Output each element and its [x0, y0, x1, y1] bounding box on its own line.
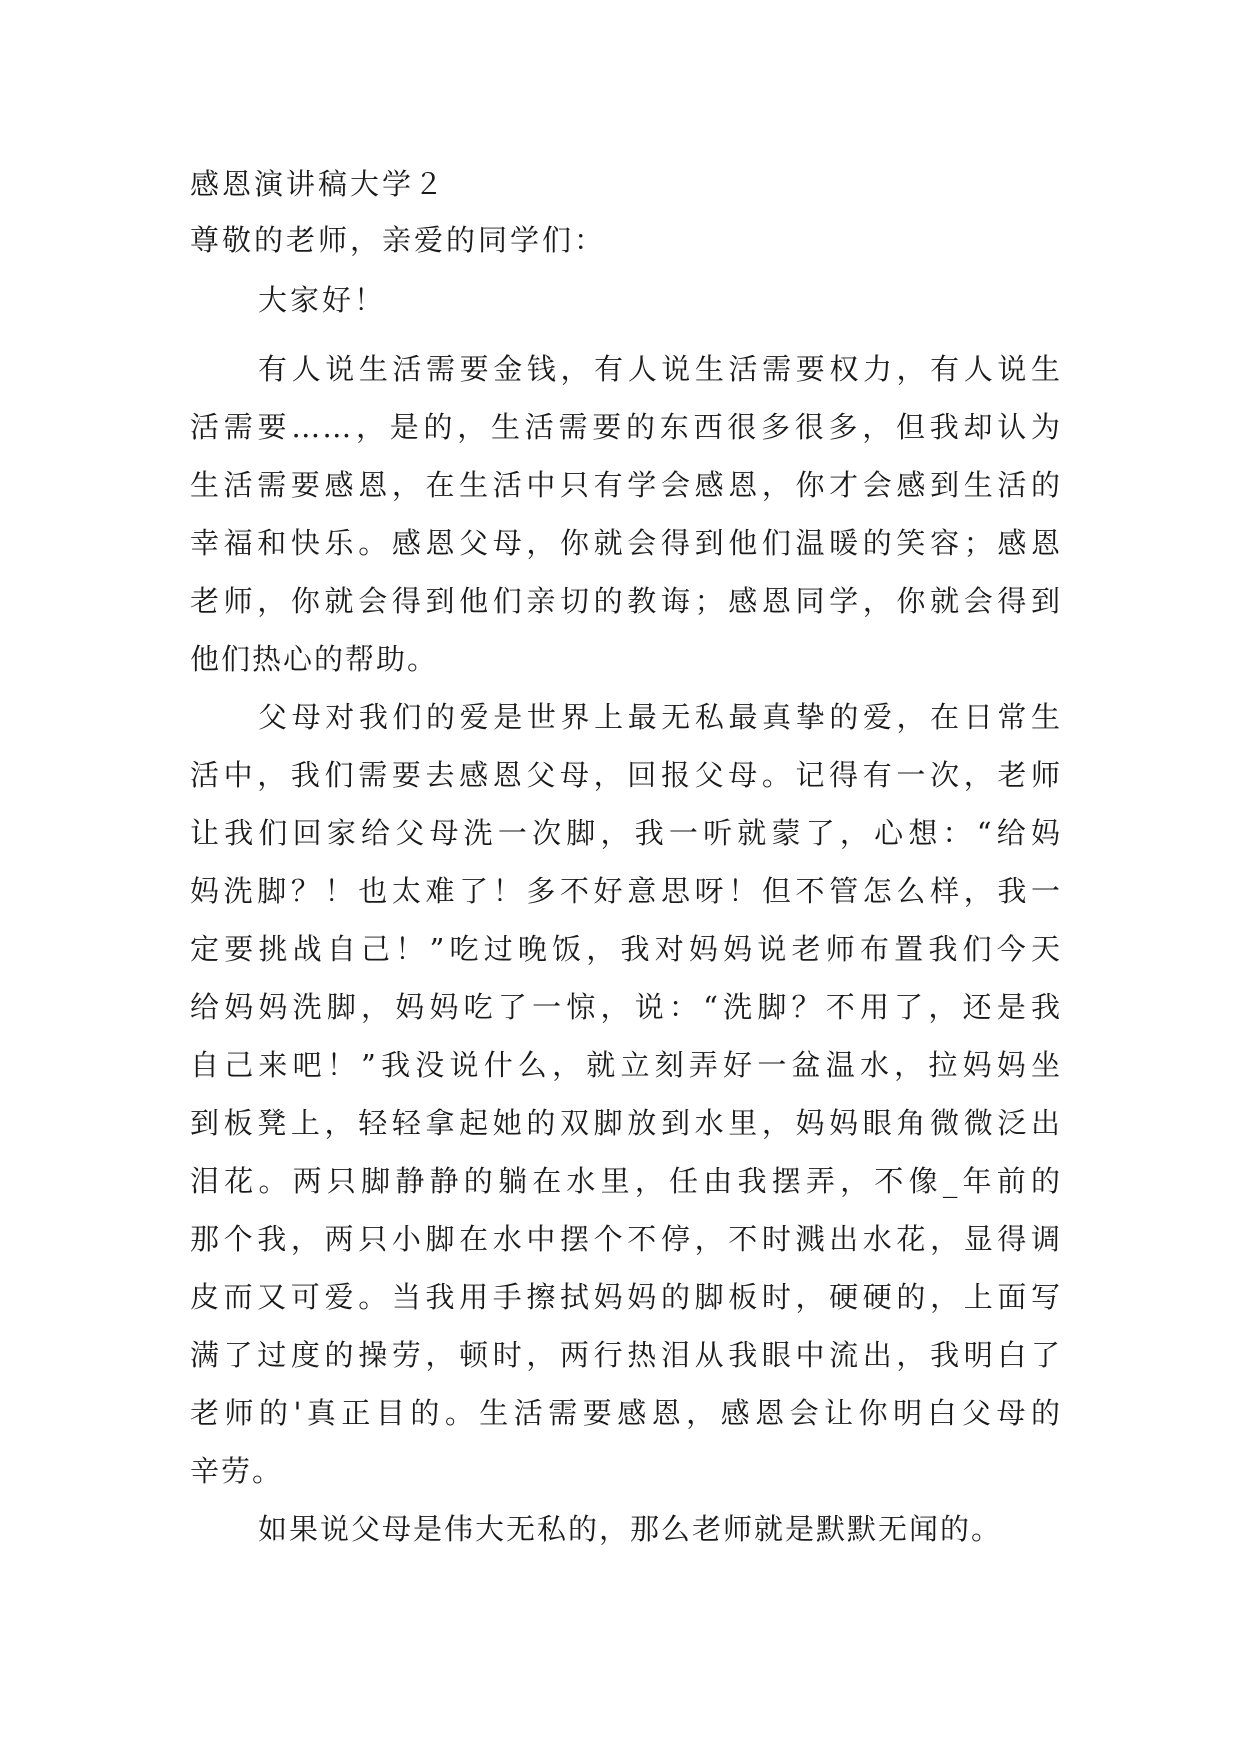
- text-line: 幸福和快乐。感恩父母，你就会得到他们温暖的笑容；感恩: [190, 526, 1062, 560]
- text-line: 自己来吧！”我没说什么，就立刻弄好一盆温水，拉妈妈坐: [190, 1048, 1062, 1082]
- text-line: 皮而又可爱。当我用手擦拭妈妈的脚板时，硬硬的，上面写: [190, 1280, 1062, 1314]
- paragraph-1: [190, 340, 1062, 688]
- text-line: 生活需要感恩，在生活中只有学会感恩，你才会感到生活的: [190, 468, 1062, 502]
- text-line: 满了过度的操劳，顿时，两行热泪从我眼中流出，我明白了: [190, 1338, 1062, 1372]
- text-line: 如果说父母是伟大无私的，那么老师就是默默无闻的。: [258, 1512, 1003, 1546]
- text-line: 父母对我们的爱是世界上最无私最真挚的爱，在日常生: [258, 700, 1062, 734]
- text-line: 老师，你就会得到他们亲切的教诲；感恩同学，你就会得到: [190, 584, 1062, 618]
- text-line: 有人说生活需要金钱，有人说生活需要权力，有人说生: [258, 352, 1062, 386]
- text-line: 辛劳。: [190, 1454, 284, 1488]
- text-line: 让我们回家给父母洗一次脚，我一听就蒙了，心想：“给妈: [190, 816, 1062, 850]
- text-line: 定要挑战自己！”吃过晚饭，我对妈妈说老师布置我们今天: [190, 932, 1062, 966]
- paragraph-2: [190, 688, 1062, 1500]
- text-line: 他们热心的帮助。: [190, 642, 439, 676]
- text-line: 活需要……，是的，生活需要的东西很多很多，但我却认为: [190, 410, 1062, 444]
- document-body: [190, 340, 1062, 1558]
- document-title: 感恩演讲稿大学２: [190, 167, 447, 201]
- text-line: 活中，我们需要去感恩父母，回报父母。记得有一次，老师: [190, 758, 1062, 792]
- text-line: 给妈妈洗脚，妈妈吃了一惊，说：“洗脚？不用了，还是我: [190, 990, 1062, 1024]
- text-line: 那个我，两只小脚在水中摆个不停，不时溅出水花，显得调: [190, 1222, 1062, 1256]
- paragraph-3: [190, 1500, 1062, 1558]
- text-line: 泪花。两只脚静静的躺在水里，任由我摆弄，不像_年前的: [190, 1164, 1062, 1198]
- text-line: 妈洗脚？！也太难了！多不好意思呀！但不管怎么样，我一: [190, 874, 1062, 908]
- salutation: 尊敬的老师，亲爱的同学们：: [190, 223, 607, 257]
- text-line: 老师的'真正目的。生活需要感恩，感恩会让你明白父母的: [190, 1396, 1062, 1430]
- greeting: 大家好！: [258, 283, 387, 317]
- text-line: 到板凳上，轻轻拿起她的双脚放到水里，妈妈眼角微微泛出: [190, 1106, 1062, 1140]
